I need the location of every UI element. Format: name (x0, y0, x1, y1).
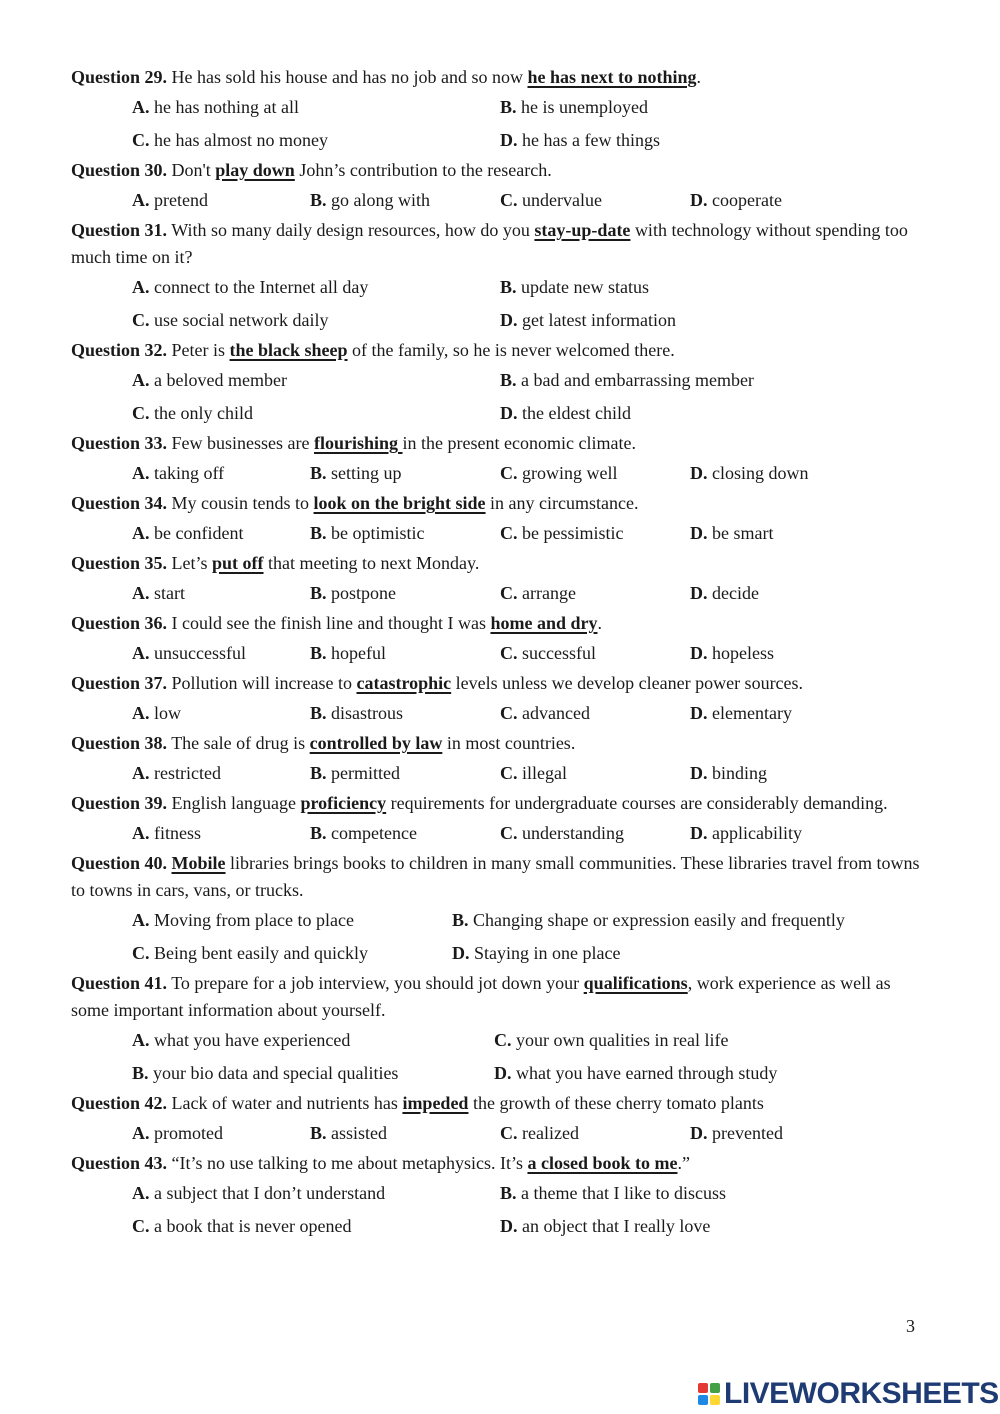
option-letter: C. (500, 583, 518, 603)
answer-option[interactable] (500, 700, 590, 727)
option-text: your bio data and special qualities (148, 1063, 399, 1083)
answer-option[interactable] (500, 760, 567, 787)
stem-text: of the family, so he is never welcomed there. (347, 340, 675, 360)
options-row (132, 577, 931, 610)
answer-option[interactable] (132, 1060, 398, 1087)
question-number: Question 29. (71, 67, 168, 87)
option-letter: C. (500, 823, 518, 843)
stem-text: in any circumstance. (485, 493, 639, 513)
stem-text: libraries brings books to children in many small communities. These libraries travel from towns to towns in cars, vans, or trucks. (71, 853, 920, 900)
option-text: a theme that I like to discuss (516, 1183, 726, 1203)
answer-option[interactable] (690, 1120, 783, 1147)
highlighted-phrase: look on the bright side (313, 493, 486, 513)
answer-option[interactable] (310, 640, 386, 667)
highlighted-phrase: qualifications (583, 973, 688, 993)
option-text: pretend (149, 190, 208, 210)
answer-option[interactable] (690, 700, 792, 727)
question-stem (71, 337, 931, 364)
option-letter: B. (310, 643, 327, 663)
options-row (132, 817, 931, 850)
answer-option[interactable] (310, 700, 403, 727)
answer-option[interactable] (132, 1027, 350, 1054)
answer-option[interactable] (132, 940, 368, 967)
answer-option[interactable] (132, 460, 224, 487)
options-row (132, 364, 931, 397)
answer-option[interactable] (500, 460, 617, 487)
option-letter: C. (500, 643, 518, 663)
answer-option[interactable] (132, 94, 299, 121)
answer-option[interactable] (690, 580, 759, 607)
stem-text: . (597, 613, 602, 633)
highlighted-phrase: the black sheep (229, 340, 348, 360)
option-letter: C. (500, 523, 518, 543)
question-stem (71, 1090, 931, 1117)
brand-footer (698, 1374, 999, 1414)
answer-option[interactable] (132, 1120, 223, 1147)
answer-option[interactable] (500, 580, 576, 607)
question-39 (71, 790, 931, 850)
option-text: postpone (326, 583, 397, 603)
option-text: start (149, 583, 185, 603)
stem-text: To prepare for a job interview, you should jot down your (167, 973, 584, 993)
option-letter: A. (132, 1183, 150, 1203)
highlighted-phrase: a closed book to me (527, 1153, 678, 1173)
option-letter: D. (500, 310, 518, 330)
answer-option[interactable] (132, 1180, 385, 1207)
answer-option[interactable] (310, 580, 396, 607)
options-row (132, 1210, 931, 1243)
option-letter: D. (452, 943, 470, 963)
question-stem (71, 730, 931, 757)
option-text: he has almost no money (149, 130, 328, 150)
option-letter: A. (132, 523, 150, 543)
option-letter: A. (132, 763, 150, 783)
answer-option[interactable] (500, 1180, 726, 1207)
option-text: decide (707, 583, 759, 603)
stem-text: Lack of water and nutrients has (167, 1093, 403, 1113)
answer-option[interactable] (690, 460, 809, 487)
option-letter: D. (690, 703, 708, 723)
stem-text: English language (167, 793, 301, 813)
answer-option[interactable] (500, 820, 624, 847)
answer-option[interactable] (132, 907, 354, 934)
option-letter: B. (310, 823, 327, 843)
option-text: he has nothing at all (149, 97, 299, 117)
answer-option[interactable] (132, 520, 243, 547)
options-row (132, 304, 931, 337)
option-text: update new status (516, 277, 649, 297)
option-letter: B. (500, 370, 517, 390)
answer-option[interactable] (452, 940, 620, 967)
question-stem (71, 64, 931, 91)
answer-option[interactable] (500, 94, 648, 121)
answer-option[interactable] (310, 460, 402, 487)
answer-option[interactable] (500, 1213, 710, 1240)
stem-text: requirements for undergraduate courses are considerably demanding. (386, 793, 888, 813)
options-row (132, 637, 931, 670)
option-text: Staying in one place (469, 943, 621, 963)
answer-option[interactable] (500, 187, 602, 214)
options-row (132, 271, 931, 304)
option-text: realized (517, 1123, 579, 1143)
question-37 (71, 670, 931, 730)
option-letter: D. (690, 643, 708, 663)
option-text: be optimistic (326, 523, 425, 543)
highlighted-phrase: impeded (402, 1093, 469, 1113)
page-number: 3 (906, 1316, 915, 1336)
option-text: successful (517, 643, 596, 663)
answer-option[interactable] (500, 1120, 579, 1147)
answer-option[interactable] (310, 820, 417, 847)
stem-text: “It’s no use talking to me about metaphysics. It’s (167, 1153, 528, 1173)
option-text: a beloved member (149, 370, 287, 390)
option-text: unsuccessful (149, 643, 246, 663)
options-row (132, 517, 931, 550)
stem-text: the growth of these cherry tomato plants (468, 1093, 764, 1113)
answer-option[interactable] (132, 700, 181, 727)
highlighted-phrase: stay-up-date (534, 220, 631, 240)
answer-option[interactable] (500, 400, 631, 427)
option-letter: C. (132, 1216, 150, 1236)
option-text: your own qualities in real life (511, 1030, 729, 1050)
option-letter: B. (452, 910, 469, 930)
question-stem (71, 670, 931, 697)
option-letter: B. (500, 97, 517, 117)
options-row (132, 697, 931, 730)
option-letter: D. (500, 403, 518, 423)
option-letter: B. (310, 463, 327, 483)
option-text: fitness (149, 823, 201, 843)
question-38 (71, 730, 931, 790)
answer-option[interactable] (310, 760, 400, 787)
option-letter: D. (690, 823, 708, 843)
option-letter: D. (500, 1216, 518, 1236)
answer-option[interactable] (132, 760, 221, 787)
option-text: permitted (326, 763, 400, 783)
options-row (132, 904, 931, 937)
option-text: competence (326, 823, 417, 843)
option-letter: C. (132, 310, 150, 330)
option-text: assisted (326, 1123, 388, 1143)
option-text: growing well (517, 463, 618, 483)
options-row (132, 1024, 931, 1057)
answer-option[interactable] (690, 187, 782, 214)
answer-option[interactable] (310, 1120, 387, 1147)
question-stem (71, 550, 931, 577)
question-number: Question 40. (71, 853, 168, 873)
options-row (132, 937, 931, 970)
question-number: Question 36. (71, 613, 168, 633)
option-text: use social network daily (149, 310, 329, 330)
option-text: setting up (326, 463, 402, 483)
logo-square-green (710, 1383, 720, 1393)
option-letter: C. (500, 463, 518, 483)
question-number: Question 32. (71, 340, 168, 360)
answer-option[interactable] (500, 367, 754, 394)
option-text: get latest information (517, 310, 676, 330)
option-text: promoted (149, 1123, 223, 1143)
option-letter: C. (494, 1030, 512, 1050)
answer-option[interactable] (500, 274, 649, 301)
option-letter: B. (310, 703, 327, 723)
options-row (132, 397, 931, 430)
stem-text: My cousin tends to (167, 493, 314, 513)
logo-square-blue (698, 1395, 708, 1405)
stem-text: Pollution will increase to (167, 673, 357, 693)
option-letter: A. (132, 1030, 150, 1050)
answer-option[interactable] (494, 1060, 777, 1087)
question-number: Question 37. (71, 673, 168, 693)
option-letter: C. (132, 403, 150, 423)
option-letter: D. (500, 130, 518, 150)
question-stem (71, 790, 931, 817)
question-34 (71, 490, 931, 550)
option-text: be confident (149, 523, 244, 543)
option-letter: B. (310, 763, 327, 783)
option-letter: A. (132, 370, 150, 390)
question-42 (71, 1090, 931, 1150)
options-row (132, 757, 931, 790)
option-letter: A. (132, 643, 150, 663)
option-letter: D. (690, 523, 708, 543)
question-number: Question 35. (71, 553, 168, 573)
stem-text: I could see the finish line and thought I was (167, 613, 491, 633)
option-letter: B. (310, 190, 327, 210)
option-letter: D. (690, 763, 708, 783)
stem-text: Let’s (167, 553, 213, 573)
options-row (132, 184, 931, 217)
option-letter: A. (132, 97, 150, 117)
question-30 (71, 157, 931, 217)
highlighted-phrase: catastrophic (356, 673, 452, 693)
option-text: Being bent easily and quickly (149, 943, 368, 963)
option-letter: C. (132, 943, 150, 963)
answer-option[interactable] (310, 520, 425, 547)
question-number: Question 41. (71, 973, 168, 993)
answer-option[interactable] (132, 127, 328, 154)
highlighted-phrase: play down (215, 160, 295, 180)
option-letter: A. (132, 910, 150, 930)
question-number: Question 30. (71, 160, 168, 180)
option-letter: C. (500, 1123, 518, 1143)
option-letter: A. (132, 463, 150, 483)
brand-name: LIVEWORKSHEETS (724, 1377, 999, 1410)
stem-text: in the present economic climate. (402, 433, 636, 453)
option-text: a bad and embarrassing member (516, 370, 754, 390)
question-stem (71, 1150, 931, 1177)
option-letter: D. (690, 463, 708, 483)
options-row (132, 1057, 931, 1090)
option-text: Moving from place to place (149, 910, 354, 930)
question-number: Question 33. (71, 433, 168, 453)
option-text: he has a few things (517, 130, 660, 150)
stem-text: with technology without spending too much time on it? (71, 220, 908, 267)
logo-square-yellow (710, 1395, 720, 1405)
answer-option[interactable] (132, 307, 328, 334)
highlighted-phrase: controlled by law (309, 733, 443, 753)
answer-option[interactable] (132, 1213, 351, 1240)
question-stem (71, 217, 931, 271)
question-41 (71, 970, 931, 1090)
option-letter: A. (132, 823, 150, 843)
option-letter: A. (132, 277, 150, 297)
question-40 (71, 850, 931, 970)
question-number: Question 43. (71, 1153, 168, 1173)
stem-text: , work experience as well as some important information about yourself. (71, 973, 891, 1020)
answer-option[interactable] (132, 820, 201, 847)
stem-text: Peter is (167, 340, 230, 360)
answer-option[interactable] (132, 187, 208, 214)
options-row (132, 1177, 931, 1210)
worksheet (71, 64, 931, 1243)
option-text: understanding (517, 823, 624, 843)
logo-square-red (698, 1383, 708, 1393)
option-text: closing down (707, 463, 809, 483)
option-text: applicability (707, 823, 802, 843)
option-text: binding (707, 763, 768, 783)
option-text: the eldest child (517, 403, 631, 423)
highlighted-phrase: put off (212, 553, 264, 573)
option-letter: D. (690, 583, 708, 603)
highlighted-phrase: home and dry (490, 613, 598, 633)
stem-text: in most countries. (442, 733, 576, 753)
answer-option[interactable] (690, 520, 773, 547)
option-text: connect to the Internet all day (149, 277, 369, 297)
stem-text: With so many daily design resources, how do you (167, 220, 535, 240)
question-33 (71, 430, 931, 490)
highlighted-phrase: Mobile (171, 853, 226, 873)
answer-option[interactable] (132, 400, 253, 427)
option-letter: C. (132, 130, 150, 150)
liveworksheets-logo-icon (698, 1383, 720, 1405)
highlighted-phrase: proficiency (300, 793, 387, 813)
option-text: the only child (149, 403, 253, 423)
option-letter: D. (494, 1063, 512, 1083)
answer-option[interactable] (500, 520, 624, 547)
answer-option[interactable] (132, 367, 287, 394)
option-text: he is unemployed (516, 97, 648, 117)
stem-text: that meeting to next Monday. (263, 553, 480, 573)
question-stem (71, 430, 931, 457)
option-letter: B. (310, 1123, 327, 1143)
option-letter: A. (132, 190, 150, 210)
option-letter: A. (132, 703, 150, 723)
highlighted-phrase: flourishing (314, 433, 403, 453)
option-text: what you have experienced (149, 1030, 351, 1050)
option-text: a subject that I don’t understand (149, 1183, 386, 1203)
option-text: Changing shape or expression easily and frequently (468, 910, 845, 930)
option-text: low (149, 703, 181, 723)
answer-option[interactable] (500, 307, 676, 334)
option-text: illegal (517, 763, 567, 783)
options-row (132, 457, 931, 490)
option-letter: B. (310, 583, 327, 603)
options-row (132, 1117, 931, 1150)
stem-text: .” (677, 1153, 690, 1173)
stem-text: Few businesses are (167, 433, 314, 453)
option-text: an object that I really love (517, 1216, 711, 1236)
option-text: be smart (707, 523, 774, 543)
option-text: undervalue (517, 190, 602, 210)
option-text: hopeful (326, 643, 386, 663)
question-32 (71, 337, 931, 430)
option-letter: D. (690, 190, 708, 210)
answer-option[interactable] (132, 640, 246, 667)
option-text: taking off (149, 463, 225, 483)
question-number: Question 34. (71, 493, 168, 513)
option-letter: C. (500, 763, 518, 783)
option-text: prevented (707, 1123, 783, 1143)
option-text: what you have earned through study (511, 1063, 778, 1083)
option-text: disastrous (326, 703, 404, 723)
answer-option[interactable] (494, 1027, 728, 1054)
answer-option[interactable] (690, 640, 774, 667)
option-letter: A. (132, 1123, 150, 1143)
question-number: Question 38. (71, 733, 168, 753)
option-letter: A. (132, 583, 150, 603)
option-text: a book that is never opened (149, 1216, 352, 1236)
stem-text: He has sold his house and has no job and so now (167, 67, 528, 87)
question-29 (71, 64, 931, 157)
option-text: elementary (707, 703, 792, 723)
option-letter: B. (132, 1063, 149, 1083)
option-letter: B. (500, 277, 517, 297)
question-35 (71, 550, 931, 610)
question-number: Question 39. (71, 793, 168, 813)
stem-text: Don't (167, 160, 216, 180)
option-text: cooperate (707, 190, 782, 210)
option-letter: C. (500, 190, 518, 210)
question-stem (71, 970, 931, 1024)
stem-text: The sale of drug is (167, 733, 310, 753)
options-row (132, 91, 931, 124)
answer-option[interactable] (452, 907, 845, 934)
answer-option[interactable] (690, 820, 802, 847)
highlighted-phrase: he has next to nothing (527, 67, 697, 87)
question-number: Question 31. (71, 220, 168, 240)
option-text: go along with (326, 190, 431, 210)
option-letter: B. (500, 1183, 517, 1203)
stem-text: John’s contribution to the research. (294, 160, 552, 180)
question-stem (71, 490, 931, 517)
question-number: Question 42. (71, 1093, 168, 1113)
option-text: be pessimistic (517, 523, 624, 543)
options-row (132, 124, 931, 157)
option-letter: B. (310, 523, 327, 543)
option-letter: C. (500, 703, 518, 723)
question-31 (71, 217, 931, 337)
stem-text: levels unless we develop cleaner power sources. (451, 673, 804, 693)
answer-option[interactable] (132, 580, 185, 607)
answer-option[interactable] (310, 187, 430, 214)
option-text: advanced (517, 703, 590, 723)
question-36 (71, 610, 931, 670)
option-text: restricted (149, 763, 221, 783)
question-stem (71, 610, 931, 637)
stem-text: . (696, 67, 702, 87)
question-stem (71, 850, 931, 904)
question-43 (71, 1150, 931, 1243)
answer-option[interactable] (500, 127, 660, 154)
option-letter: D. (690, 1123, 708, 1143)
answer-option[interactable] (500, 640, 596, 667)
option-text: arrange (517, 583, 576, 603)
answer-option[interactable] (132, 274, 368, 301)
answer-option[interactable] (690, 760, 767, 787)
option-text: hopeless (707, 643, 774, 663)
question-stem (71, 157, 931, 184)
